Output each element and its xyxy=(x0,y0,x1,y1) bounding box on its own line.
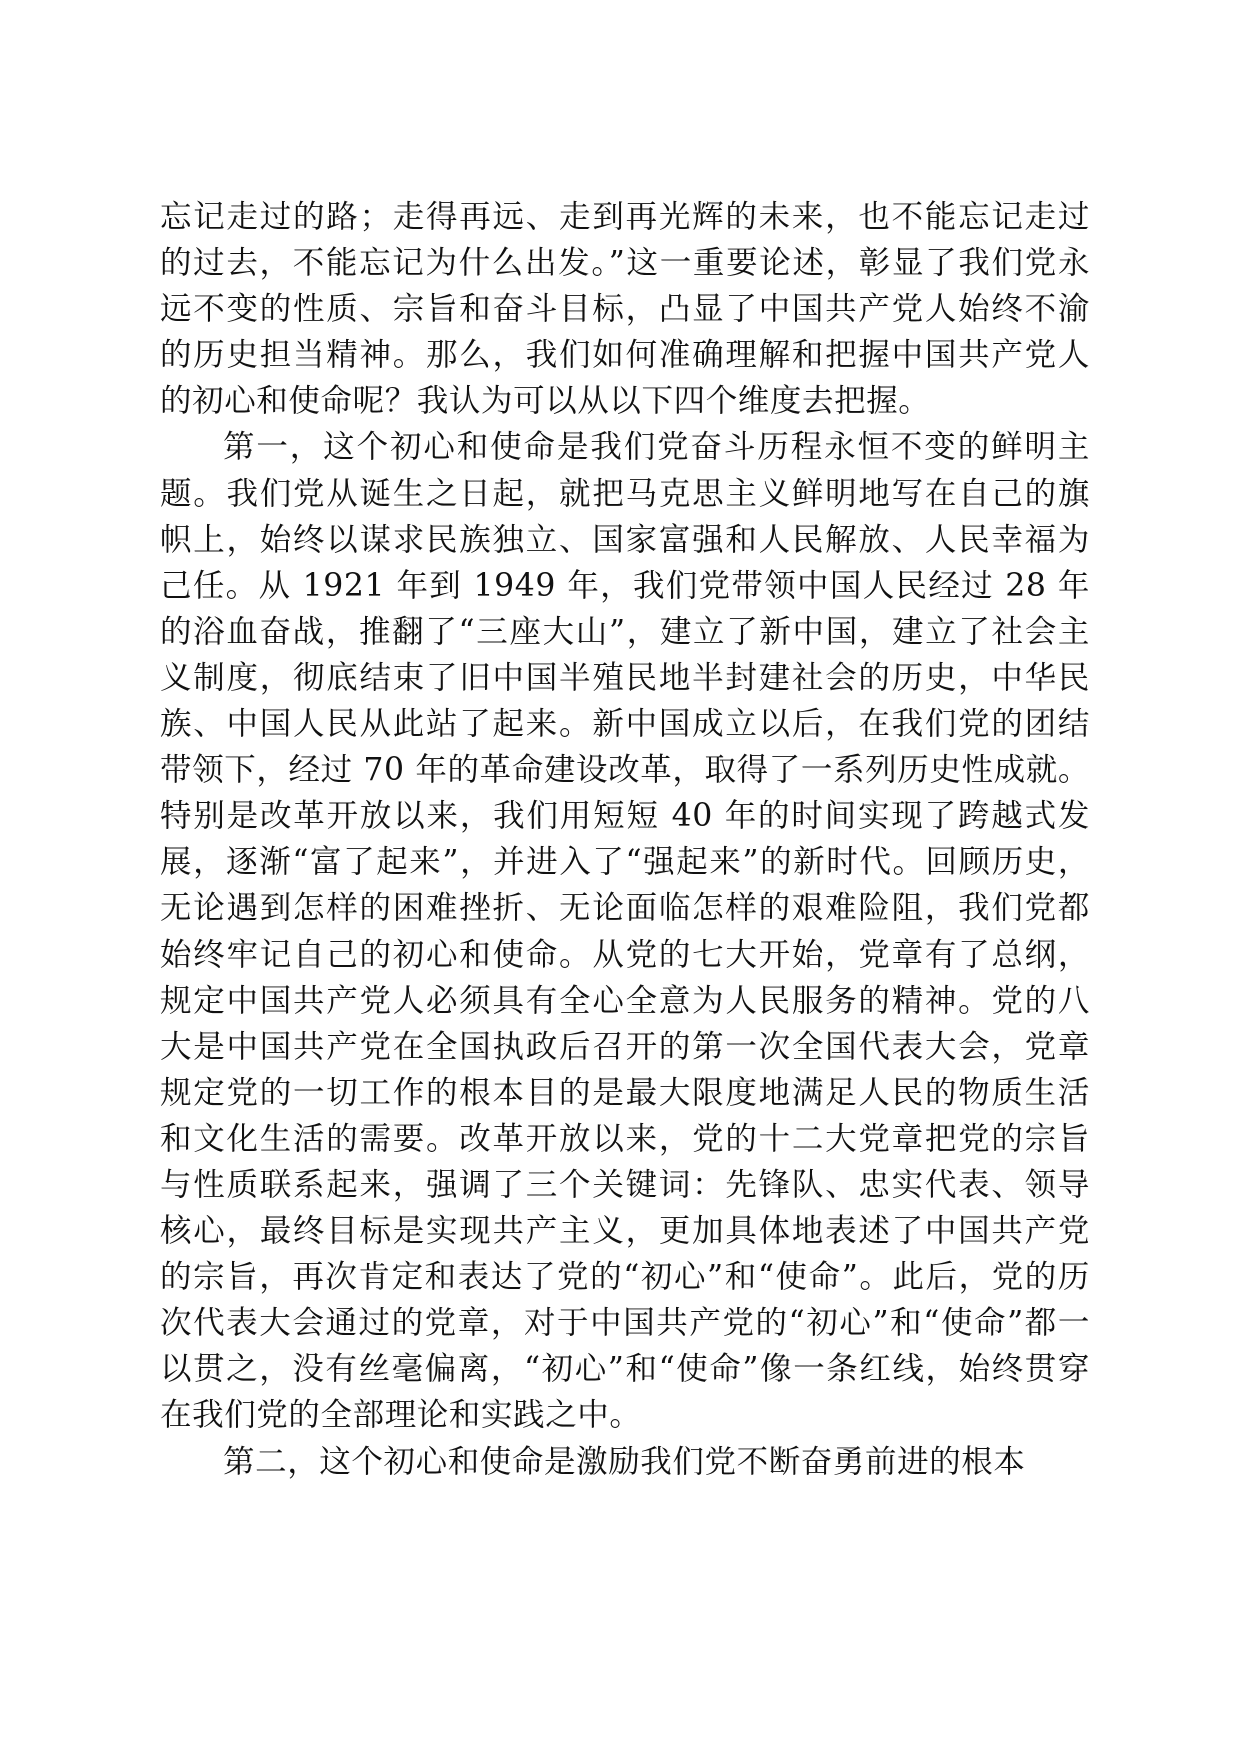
paragraph-continuation: 忘记走过的路；走得再远、走到再光辉的未来，也不能忘记走过的过去，不能忘记为什么出发。”这一重要论述，彰显了我们党永远不变的性质、宗旨和奋斗目标，凸显了中国共产党人始终不渝的历史担当精神。那么，我们如何准确理解和把握中国共产党人的初心和使命呢？我认为可以从以下四个维度去把握。 xyxy=(160,199,1090,420)
paragraph-first-dimension: 第一，这个初心和使命是我们党奋斗历程永恒不变的鲜明主题。我们党从诞生之日起，就把马克思主义鲜明地写在自己的旗帜上，始终以谋求民族独立、国家富强和人民解放、人民幸福为己任。从 1921 年到 1949 年，我们党带领中国人民经过 28 年的浴血奋战，推翻了“三座大山”，建立了新中国，建立了社会主义制度，彻底结束了旧中国半殖民地半封建社会的历史，中华民族、中国人民从此站了起来。新中国成立以后，在我们党的团结带领下，经过 70 年的革命建设改革，取得了一系列历史性成就。特别是改革开放以来，我们用短短 40 年的时间实现了跨越式发展，逐渐“富了起来”，并进入了“强起来”的新时代。回顾历史，无论遇到怎样的困难挫折、无论面临怎样的艰难险阻，我们党都始终牢记自己的初心和使命。从党的七大开始，党章有了总纲，规定中国共产党人必须具有全心全意为人民服务的精神。党的八大是中国共产党在全国执政后召开的第一次全国代表大会，党章规定党的一切工作的根本目的是最大限度地满足人民的物质生活和文化生活的需要。改革开放以来，党的十二大党章把党的宗旨与性质联系起来，强调了三个关键词：先锋队、忠实代表、领导核心，最终目标是实现共产主义，更加具体地表述了中国共产党的宗旨，再次肯定和表达了党的“初心”和“使命”。此后，党的历次代表大会通过的党章，对于中国共产党的“初心”和“使命”都一以贯之，没有丝毫偏离，“初心”和“使命”像一条红线，始终贯穿在我们党的全部理论和实践之中。 xyxy=(160,429,1090,1434)
body-text xyxy=(160,194,1090,1485)
paragraph-second-dimension: 第二，这个初心和使命是激励我们党不断奋勇前进的根本 xyxy=(223,1443,1026,1480)
